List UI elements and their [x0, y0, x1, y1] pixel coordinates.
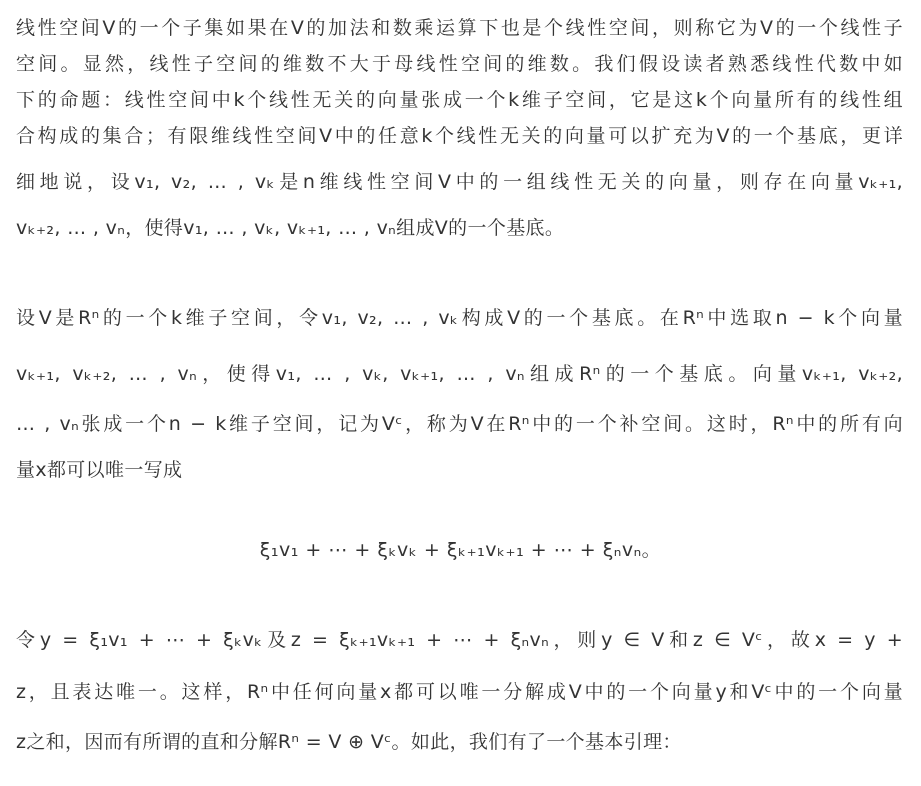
paragraph-2-line-4: 量x都可以唯一写成 [16, 459, 183, 481]
display-equation: ξ₁v₁ + ⋯ + ξₖvₖ + ξₖ₊₁vₖ₊₁ + ⋯ + ξₙvₙ。 [259, 539, 662, 561]
paragraph-3-line-2: z，且表达唯一。这样，Rⁿ中任何向量x都可以唯一分解成V中的一个向量y和Vᶜ中的一个向量 [16, 681, 903, 703]
paragraph-2-line-3: … , vₙ张成一个n − k维子空间，记为Vᶜ，称为V在Rⁿ中的一个补空间。这时，Rⁿ中的所有向 [16, 413, 903, 435]
paragraph-3-line-1: 令y = ξ₁v₁ + ⋯ + ξₖvₖ及z = ξₖ₊₁vₖ₊₁ + ⋯ + ξₙvₙ，则y ∈ V和z ∈ Vᶜ，故x = y + [16, 629, 903, 651]
paragraph-3-line-3: z之和，因而有所谓的直和分解Rⁿ = V ⊕ Vᶜ。如此，我们有了一个基本引理： [16, 731, 682, 753]
paragraph-1-line-3: 下的命题：线性空间中k个线性无关的向量张成一个k维子空间，它是这k个向量所有的线性组 [16, 89, 903, 111]
paragraph-1-line-2: 空间。显然，线性子空间的维数不大于母线性空间的维数。我们假设读者熟悉线性代数中如 [16, 53, 903, 75]
paragraph-1-line-1: 线性空间V的一个子集如果在V的加法和数乘运算下也是个线性空间，则称它为V的一个线性子 [16, 17, 903, 39]
paragraph-1-line-5: 细地说，设v₁, v₂, … , vₖ是n维线性空间V中的一组线性无关的向量，则存在向量vₖ₊₁, [16, 171, 903, 193]
paragraph-1-line-4: 合构成的集合；有限维线性空间V中的任意k个线性无关的向量可以扩充为V的一个基底，更详 [16, 125, 903, 147]
paragraph-2-line-1: 设V是Rⁿ的一个k维子空间，令v₁, v₂, … , vₖ构成V的一个基底。在Rⁿ中选取n − k个向量 [16, 307, 903, 329]
paragraph-1-line-6: vₖ₊₂, … , vₙ，使得v₁, … , vₖ, vₖ₊₁, … , vₙ组成V的一个基底。 [16, 217, 565, 239]
paragraph-2-line-2: vₖ₊₁, vₖ₊₂, … , vₙ，使得v₁, … , vₖ, vₖ₊₁, … , vₙ组成Rⁿ的一个基底。向量vₖ₊₁, vₖ₊₂, [16, 363, 903, 385]
